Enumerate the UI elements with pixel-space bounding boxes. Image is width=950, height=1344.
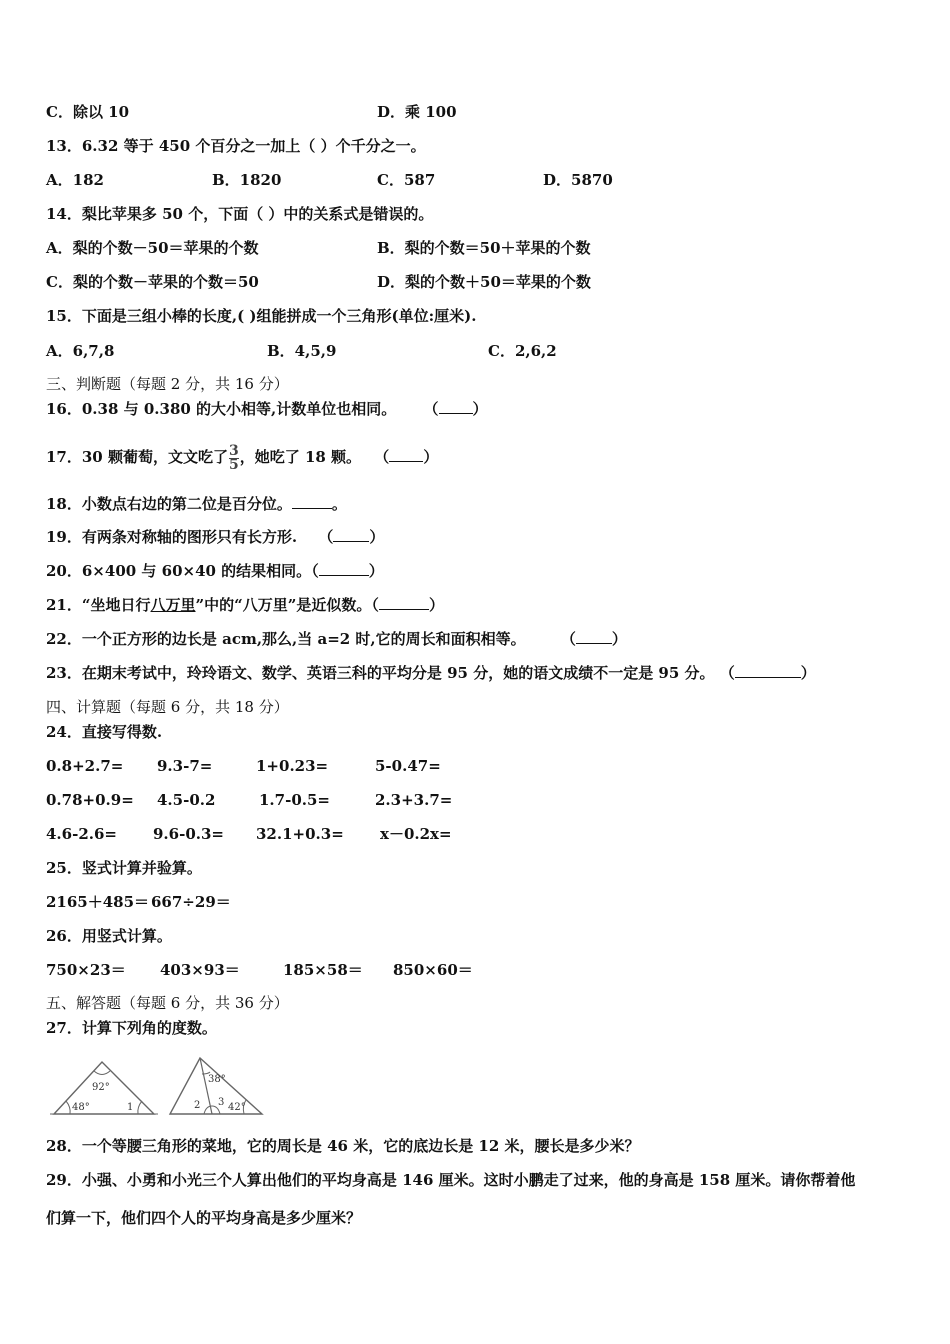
q19-paren-open: （: [318, 528, 334, 546]
q17-paren-open: （: [374, 448, 390, 466]
q17-text-pre: 17．30 颗葡萄，文文吃了: [46, 448, 228, 466]
q20-paren-close: ）: [368, 562, 384, 580]
q23: [46, 663, 816, 683]
q24-cell: 9.3-7=: [157, 757, 213, 775]
q19-paren-close: ）: [369, 528, 385, 546]
q27-triangle-1-right-angle: 1: [127, 1102, 134, 1113]
q21: [46, 595, 444, 615]
q17-fraction-denominator: 5: [228, 456, 239, 473]
q26-item: 185×58＝: [283, 961, 363, 979]
q15-option-b: B．4,5,9: [267, 342, 337, 360]
q16-answer-blank[interactable]: [439, 399, 473, 414]
q24-cell: 2.3+3.7=: [375, 791, 453, 809]
q21-text-post: ”中的“八万里”是近似数。: [195, 596, 372, 614]
q26-item: 403×93＝: [160, 961, 240, 979]
q19-answer-blank[interactable]: [333, 527, 369, 542]
q16: [46, 399, 488, 419]
q22: [46, 629, 627, 649]
q18-answer-blank[interactable]: [292, 494, 332, 509]
section-4-heading: 四、计算题（每题 6 分，共 18 分）: [46, 698, 289, 716]
q29-line-1: 29．小强、小勇和小光三个人算出他们的平均身高是 146 厘米。这时小鹏走了过来，他的身高是 158 厘米。请你帮着他: [46, 1171, 856, 1189]
q20: [46, 561, 384, 581]
q28: 28．一个等腰三角形的菜地，它的周长是 46 米，它的底边长是 12 米，腰长是多少米？: [46, 1137, 640, 1155]
q24-cell: 1.7-0.5=: [259, 791, 330, 809]
q21-paren-open: （: [371, 596, 379, 614]
q13-option-b: B．1820: [212, 171, 282, 189]
q27-triangle-1-top-arc: [94, 1071, 110, 1075]
q13-stem: 13．6.32 等于 450 个百分之一加上（ ）个千分之一。: [46, 137, 426, 155]
q24-stem: 24．直接写得数.: [46, 723, 163, 741]
q13-option-c: C．587: [377, 171, 436, 189]
q22-paren-close: ）: [611, 630, 627, 648]
q14-option-b: B．梨的个数＝50＋苹果的个数: [377, 239, 591, 257]
q27-triangle-2-angle-3: 3: [218, 1097, 225, 1108]
q13-option-d: D．5870: [543, 171, 613, 189]
q17-fraction-numerator: 3: [228, 442, 239, 459]
q24-cell: 9.6-0.3=: [153, 825, 224, 843]
q25-stem: 25．竖式计算并验算。: [46, 859, 202, 877]
q24-cell: 32.1+0.3=: [256, 825, 344, 843]
q12-option-c: C．除以 10: [46, 103, 130, 121]
q24-cell: 0.8+2.7=: [46, 757, 124, 775]
q13-option-a: A．182: [46, 171, 104, 189]
q27-triangle-2-figure: [166, 1052, 268, 1122]
q20-answer-blank[interactable]: [319, 561, 369, 576]
q20-text: 20．6×400 与 60×40 的结果相同。: [46, 562, 312, 580]
q27-triangle-2-shape: [170, 1058, 262, 1114]
q14-stem: 14．梨比苹果多 50 个，下面（ ）中的关系式是错误的。: [46, 205, 434, 223]
q22-answer-blank[interactable]: [576, 629, 612, 644]
q15-option-a: A．6,7,8: [46, 342, 115, 360]
q15-option-c: C．2,6,2: [488, 342, 557, 360]
q26-stem: 26．用竖式计算。: [46, 927, 172, 945]
q21-answer-blank[interactable]: [379, 595, 429, 610]
q21-underlined: 八万里: [150, 596, 196, 614]
q17-paren-close: ）: [423, 448, 439, 466]
q17-answer-blank[interactable]: [389, 447, 423, 462]
q20-paren-open: （: [311, 562, 319, 580]
q27-triangle-1-left-angle: 48°: [72, 1102, 90, 1113]
q16-paren-close: ）: [472, 400, 488, 418]
q27-triangle-2-right-angle: 42°: [228, 1102, 246, 1113]
q17-text-post: ，她吃了 18 颗。: [239, 448, 362, 466]
section-5-heading: 五、解答题（每题 6 分，共 36 分）: [46, 994, 289, 1012]
q18: [46, 494, 347, 514]
q27-stem: 27．计算下列角的度数。: [46, 1019, 217, 1037]
q14-option-a: A．梨的个数－50＝苹果的个数: [46, 239, 259, 257]
q27-triangle-1-figure: [50, 1052, 160, 1122]
q17: [46, 442, 438, 472]
q27-triangle-1-top-angle: 92°: [92, 1082, 110, 1093]
q22-text: 22．一个正方形的边长是 acm,那么,当 a=2 时,它的周长和面积相等。: [46, 630, 526, 648]
q22-paren-open: （: [560, 630, 576, 648]
q14-option-c: C．梨的个数－苹果的个数＝50: [46, 273, 259, 291]
q12-option-d: D．乘 100: [377, 103, 457, 121]
q23-answer-blank[interactable]: [735, 663, 801, 678]
q16-paren-open: （: [423, 400, 439, 418]
q18-end: 。: [331, 495, 347, 513]
q24-cell: x－0.2x=: [380, 825, 452, 843]
q26-item: 750×23＝: [46, 961, 126, 979]
q24-cell: 4.6-2.6=: [46, 825, 117, 843]
q21-paren-close: ）: [428, 596, 444, 614]
q27-triangle-2-angle-2: 2: [194, 1100, 201, 1111]
q24-cell: 4.5-0.2: [157, 791, 216, 809]
q17-fraction: [228, 442, 239, 473]
q25-item: 667÷29＝: [151, 893, 231, 911]
q24-cell: 5-0.47=: [375, 757, 441, 775]
q29-line-2: 们算一下，他们四个人的平均身高是多少厘米？: [46, 1209, 362, 1227]
q24-cell: 0.78+0.9=: [46, 791, 134, 809]
q27-triangle-1-right-arc: [138, 1101, 142, 1114]
q27-triangle-2-top-angle: 38°: [208, 1074, 226, 1085]
q19: [46, 527, 384, 547]
q26-item: 850×60＝: [393, 961, 473, 979]
q21-text-pre: 21．“坐地日行: [46, 596, 151, 614]
q27-triangle-1-left-arc: [66, 1101, 70, 1114]
q19-text: 19．有两条对称轴的图形只有长方形.: [46, 528, 298, 546]
q18-text: 18．小数点右边的第二位是百分位。: [46, 495, 292, 513]
section-3-heading: 三、判断题（每题 2 分，共 16 分）: [46, 375, 289, 393]
q25-item: 2165＋485＝: [46, 893, 150, 911]
q23-paren-close: ）: [800, 664, 816, 682]
q15-stem: 15．下面是三组小棒的长度,( )组能拼成一个三角形(单位:厘米).: [46, 307, 477, 325]
q24-cell: 1+0.23=: [256, 757, 329, 775]
q16-text: 16．0.38 与 0.380 的大小相等,计数单位也相同。: [46, 400, 397, 418]
q23-paren-open: （: [719, 664, 735, 682]
q14-option-d: D．梨的个数＋50＝苹果的个数: [377, 273, 591, 291]
q23-text: 23．在期末考试中，玲玲语文、数学、英语三科的平均分是 95 分，她的语文成绩不一定是 95 分。: [46, 664, 715, 682]
